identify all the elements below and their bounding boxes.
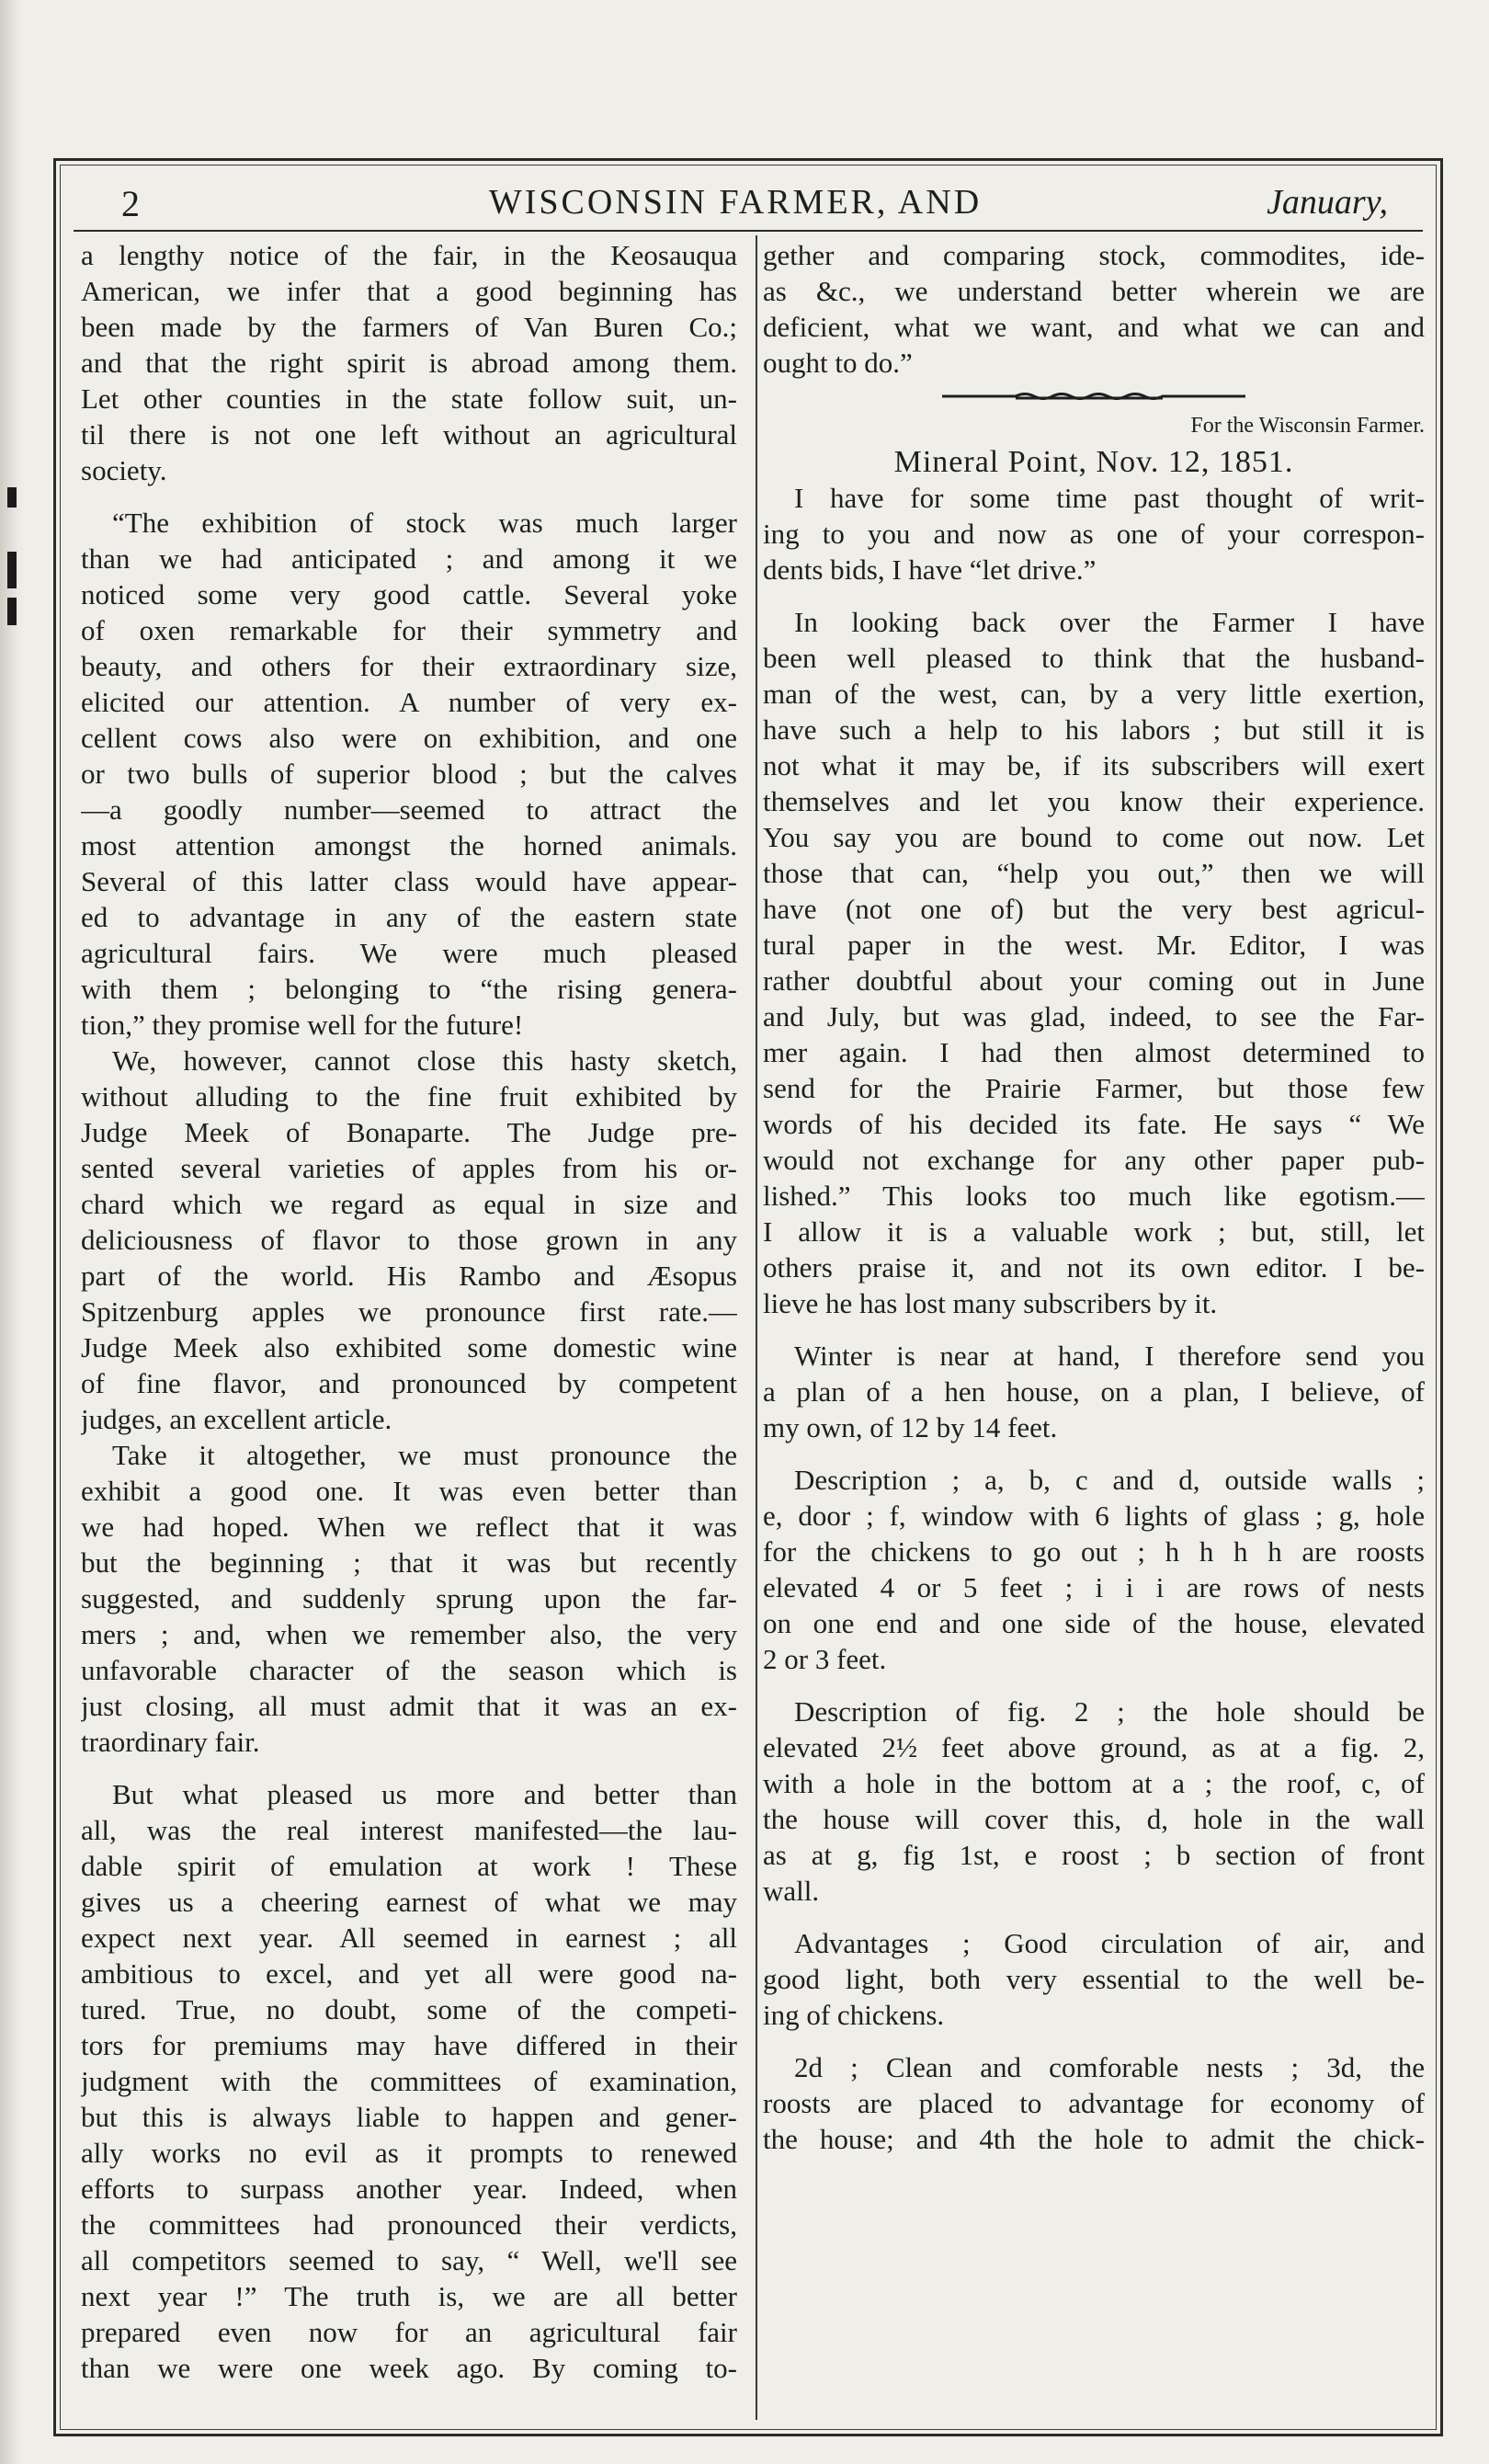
text-line: noticed some very good cattle. Several yoke [81,578,737,610]
publication-title: WISCONSIN FARMER, AND [488,183,983,222]
text-line: tion,” they promise well for the future! [81,1009,524,1041]
text-line: and July, but was glad, indeed, to see the Far- [763,1000,1425,1032]
text-line: Take it altogether, we must pronounce the [112,1439,737,1471]
text-line: society. [81,454,167,486]
text-line: send for the Prairie Farmer, but those few [763,1072,1425,1104]
text-line: suggested, and suddenly sprung upon the far- [81,1582,737,1614]
text-line: but this is always liable to happen and gener- [81,2101,737,2133]
text-line: American, we infer that a good beginning has [81,275,737,307]
text-line: of oxen remarkable for their symmetry and [81,614,737,646]
section-ornament-rule [763,381,1425,408]
page-binding-edge [0,0,24,2464]
text-line: or two bulls of superior blood ; but the calves [81,758,737,790]
right-column [763,237,1425,2425]
margin-ink-mark [7,487,17,508]
text-line: my own, of 12 by 14 feet. [763,1411,1058,1443]
text-line: chard which we regard as equal in size and [81,1188,737,1220]
paragraph [81,1437,737,1760]
text-line: without alluding to the fine fruit exhibited by [81,1080,737,1112]
paragraph-gap [81,1760,737,1776]
text-line: part of the world. His Rambo and Æsopus [81,1260,737,1292]
text-line: a plan of a hen house, on a plan, I believe, of [763,1375,1425,1408]
text-line: agricultural fairs. We were much pleased [81,937,737,969]
text-line: I have for some time past thought of writ- [794,482,1425,514]
text-line: tors for premiums may have differed in their [81,2029,737,2061]
letter-byline: For the Wisconsin Farmer. [1190,414,1425,438]
text-line: all, was the real interest manifested—the lau- [81,1814,737,1846]
text-line: prepared even now for an agricultural fair [81,2316,737,2348]
text-line: the house; and 4th the hole to admit the chick- [763,2123,1425,2155]
text-line: Several of this latter class would have appear- [81,865,737,897]
paragraph-gap [763,1321,1425,1338]
text-line: beauty, and others for their extraordinary size, [81,650,737,682]
text-line: —a goodly number—seemed to attract the [81,793,737,826]
text-line: cellent cows also were on exhibition, and one [81,722,737,754]
text-line: But what pleased us more and better than [112,1778,737,1810]
paragraph [763,1925,1425,2033]
text-line: til there is not one left without an agricultural [81,418,737,451]
text-line: we had hoped. When we reflect that it was [81,1511,737,1543]
paragraph [81,1776,737,2386]
text-line: Judge Meek also exhibited some domestic wine [81,1331,737,1363]
text-line: dents bids, I have “let drive.” [763,553,1097,586]
text-line: with a hole in the bottom at a ; the roof, c, of [763,1767,1425,1799]
text-line: with them ; belonging to “the rising genera- [81,973,737,1005]
text-line: than we had anticipated ; and among it we [81,542,737,575]
text-line: all competitors seemed to say, “ Well, we'll see [81,2244,737,2276]
text-line: ing of chickens. [763,1999,945,2031]
text-line: mers ; and, when we remember also, the very [81,1618,737,1650]
text-line: Advantages ; Good circulation of air, and [794,1927,1425,1959]
text-line: ing to you and now as one of your correspon- [763,518,1425,550]
text-line: ally works no evil as it prompts to renewed [81,2137,737,2169]
text-line: lieve he has lost many subscribers by it. [763,1287,1218,1319]
text-line: ambitious to excel, and yet all were good na- [81,1957,737,1990]
text-line: the house will cover this, d, hole in the wall [763,1803,1425,1835]
page-number: 2 [121,183,140,224]
text-line: on one end and one side of the house, elevated [763,1607,1425,1639]
text-line: You say you are bound to come out now. Let [763,821,1425,853]
text-line: sented several varieties of apples from his or- [81,1152,737,1184]
column-divider [756,235,757,2420]
text-line: but the beginning ; that it was but recently [81,1546,737,1579]
text-line: roosts are placed to advantage for economy of [763,2087,1425,2119]
page-header [74,177,1397,232]
paragraph-gap [763,1677,1425,1694]
text-line: lished.” This looks too much like egotism.— [763,1180,1425,1212]
issue-month: January, [1267,183,1388,222]
text-line: have such a help to his labors ; but still it is [763,713,1425,746]
text-line: I allow it is a valuable work ; but, still, let [763,1215,1425,1248]
text-line: gether and comparing stock, commodites, ide- [763,239,1425,271]
margin-ink-mark [7,598,17,625]
text-line: those that can, “help you out,” then we will [763,857,1425,889]
text-line: Winter is near at hand, I therefore send you [794,1340,1425,1372]
text-line: would not exchange for any other paper pub- [763,1144,1425,1176]
text-line: tured. True, no doubt, some of the competi- [81,1993,737,2025]
text-line: others praise it, and not its own editor. I be- [763,1251,1425,1283]
text-line: as at g, fig 1st, e roost ; b section of front [763,1839,1425,1871]
text-line: words of his decided its fate. He says “ We [763,1108,1425,1140]
text-line: exhibit a good one. It was even better than [81,1475,737,1507]
text-line: traordinary fair. [81,1726,260,1758]
letter-dateline: Mineral Point, Nov. 12, 1851. [893,445,1294,479]
text-line: mer again. I had then almost determined to [763,1036,1425,1068]
paragraph [81,237,737,488]
text-line: We, however, cannot close this hasty sketch, [112,1044,737,1077]
text-line: than we were one week ago. By coming to- [81,2352,737,2384]
text-line: gives us a cheering earnest of what we may [81,1886,737,1918]
text-line: judges, an excellent article. [81,1403,392,1435]
text-line: judgment with the committees of examination, [81,2065,737,2097]
text-line: of fine flavor, and pronounced by competent [81,1367,737,1399]
text-line: just closing, all must admit that it was an ex- [81,1690,737,1722]
text-line: In looking back over the Farmer I have [794,606,1425,638]
text-line: “The exhibition of stock was much larger [112,507,737,539]
text-line: man of the west, can, by a very little exertion, [763,678,1425,710]
text-line: Description ; a, b, c and d, outside walls ; [794,1464,1425,1496]
paragraph-gap [763,1909,1425,1925]
text-line: been well pleased to think that the husband- [763,642,1425,674]
text-line: for the chickens to go out ; h h h h are roosts [763,1535,1425,1568]
paragraph-gap [763,2033,1425,2049]
text-line: the committees had pronounced their verdicts, [81,2208,737,2241]
text-line: wall. [763,1875,820,1907]
text-line: dable spirit of emulation at work ! These [81,1850,737,1882]
paragraph [81,505,737,1043]
text-line: and that the right spirit is abroad among them. [81,347,737,379]
text-line: as &c., we understand better wherein we are [763,275,1425,307]
text-line: efforts to surpass another year. Indeed, when [81,2173,737,2205]
text-line: themselves and let you know their experience. [763,785,1425,817]
text-line: Let other counties in the state follow suit, un- [81,382,737,415]
text-line: unfavorable character of the season which is [81,1654,737,1686]
paragraph-gap [763,1445,1425,1462]
text-line: rather doubtful about your coming out in June [763,964,1425,997]
margin-ink-mark [7,552,17,588]
text-line: elicited our attention. A number of very ex- [81,686,737,718]
paragraph [763,1694,1425,1909]
text-line: next year !” The truth is, we are all better [81,2280,737,2312]
text-line: not what it may be, if its subscribers will exert [763,749,1425,781]
paragraph-gap [81,488,737,505]
text-line: deliciousness of flavor to those grown in any [81,1224,737,1256]
text-line: elevated 4 or 5 feet ; i i i are rows of nests [763,1571,1425,1603]
header-rule [74,230,1423,232]
paragraph [763,604,1425,1321]
text-line: most attention amongst the horned animals. [81,829,737,861]
paragraph [763,480,1425,587]
text-line: e, door ; f, window with 6 lights of glass ; g, hole [763,1500,1425,1532]
text-line: Spitzenburg apples we pronounce first rate.— [81,1295,737,1328]
text-line: good light, both very essential to the well be- [763,1963,1425,1995]
text-line: Judge Meek of Bonaparte. The Judge pre- [81,1116,737,1148]
text-line: expect next year. All seemed in earnest ; all [81,1922,737,1954]
text-line: ed to advantage in any of the eastern state [81,901,737,933]
paragraph [763,1462,1425,1677]
text-line: have (not one of) but the very best agricul- [763,893,1425,925]
text-line: ought to do.” [763,347,913,379]
paragraph [763,1338,1425,1445]
paragraph [81,1043,737,1437]
text-line: 2d ; Clean and comforable nests ; 3d, the [794,2051,1425,2083]
text-line: been made by the farmers of Van Buren Co.; [81,311,737,343]
paragraph-gap [763,587,1425,604]
text-line: elevated 2½ feet above ground, as at a fig. 2, [763,1731,1425,1763]
paragraph [763,2049,1425,2157]
text-line: deficient, what we want, and what we can and [763,311,1425,343]
text-line: a lengthy notice of the fair, in the Keosauqua [81,239,737,271]
text-line: Description of fig. 2 ; the hole should be [794,1695,1425,1728]
left-column [81,237,737,2425]
text-line: 2 or 3 feet. [763,1643,887,1675]
text-line: tural paper in the west. Mr. Editor, I was [763,929,1425,961]
paragraph [763,237,1425,381]
